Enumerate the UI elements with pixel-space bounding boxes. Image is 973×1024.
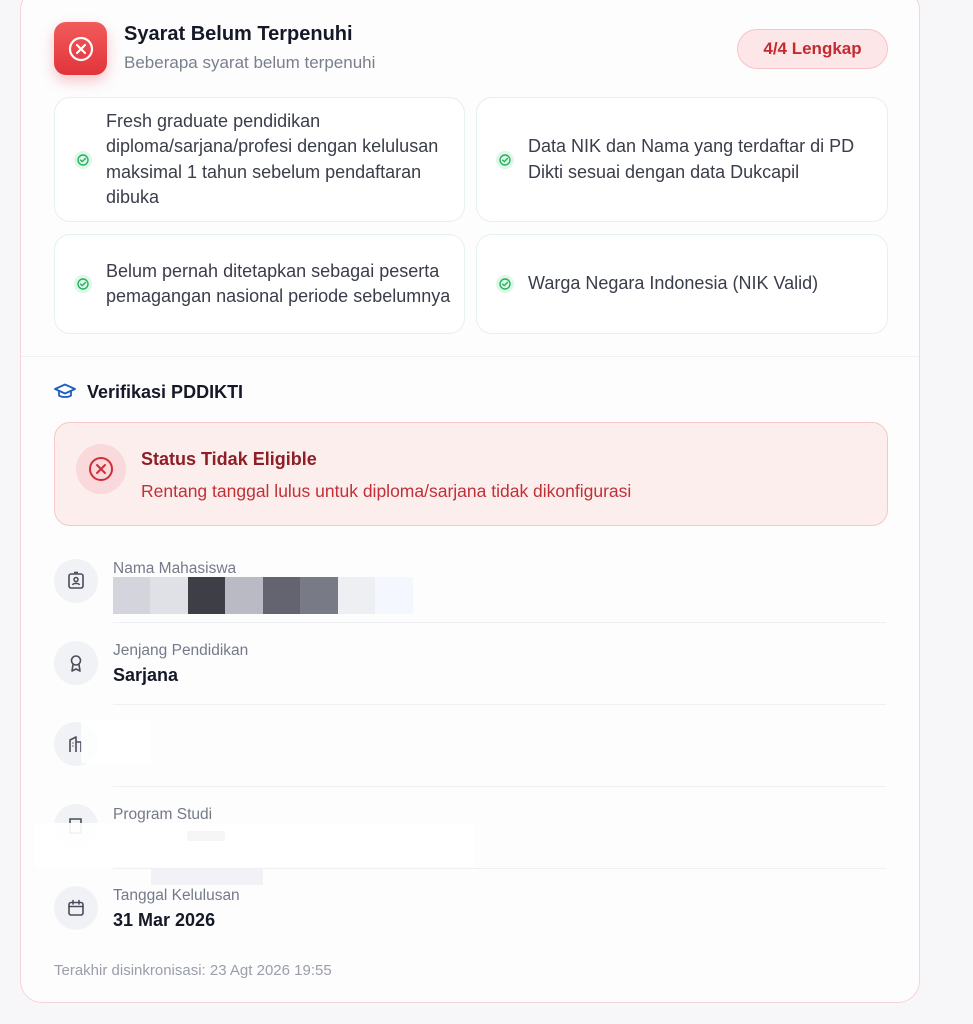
requirement-item <box>54 234 465 334</box>
requirement-text: Belum pernah ditetapkan sebagai peserta pemagangan nasional periode sebelumnya <box>106 260 451 306</box>
calendar-icon <box>54 886 98 930</box>
graduation-date-value: 31 Mar 2026 <box>113 910 216 930</box>
award-icon <box>54 641 98 685</box>
education-level-label: Jenjang Pendidikan <box>113 642 249 659</box>
requirements-title: Syarat Belum Terpenuhi <box>124 23 353 45</box>
id-badge-icon <box>54 559 98 603</box>
verification-title: Verifikasi PDDIKTI <box>87 382 244 402</box>
status-message: Rentang tanggal lulus untuk diploma/sarjana tidak dikonfigurasi <box>141 481 632 501</box>
check-circle-icon <box>74 151 92 169</box>
last-sync-text: Terakhir disinkronisasi: 23 Agt 2026 19:55 <box>54 962 332 979</box>
study-program-label: Program Studi <box>113 806 213 823</box>
x-circle-icon <box>76 444 126 494</box>
check-circle-icon <box>496 151 514 169</box>
requirement-item <box>476 97 888 222</box>
graduation-date-label: Tanggal Kelulusan <box>113 887 240 904</box>
section-divider <box>21 356 919 357</box>
check-circle-icon <box>496 275 514 293</box>
row-divider <box>113 622 886 623</box>
requirement-item <box>476 234 888 334</box>
row-divider <box>113 704 886 705</box>
completion-badge: 4/4 Lengkap <box>737 29 888 69</box>
requirements-subtitle: Beberapa syarat belum terpenuhi <box>124 53 376 72</box>
row-divider <box>113 868 886 869</box>
requirement-text: Data NIK dan Nama yang terdaftar di PD Dikti sesuai dengan data Dukcapil <box>528 136 855 182</box>
requirement-text: Warga Negara Indonesia (NIK Valid) <box>528 273 819 294</box>
check-circle-icon <box>74 275 92 293</box>
requirement-item <box>54 97 465 222</box>
study-program-redacted <box>151 869 263 885</box>
redaction-overlay <box>81 719 151 763</box>
redaction-overlay <box>35 823 475 867</box>
education-level-value: Sarjana <box>113 665 179 685</box>
graduation-cap-icon <box>54 382 76 407</box>
student-name-redacted <box>113 577 413 614</box>
requirement-text: Fresh graduate pendidikan diploma/sarjana/profesi dengan kelulusan maksimal 1 tahun sebelum pendaftaran dibuka <box>106 110 439 207</box>
status-title: Status Tidak Eligible <box>141 449 317 469</box>
status-alert <box>54 422 888 526</box>
eligibility-card <box>20 0 920 1003</box>
x-circle-icon <box>54 22 107 75</box>
student-name-label: Nama Mahasiswa <box>113 560 237 577</box>
row-divider <box>113 786 886 787</box>
